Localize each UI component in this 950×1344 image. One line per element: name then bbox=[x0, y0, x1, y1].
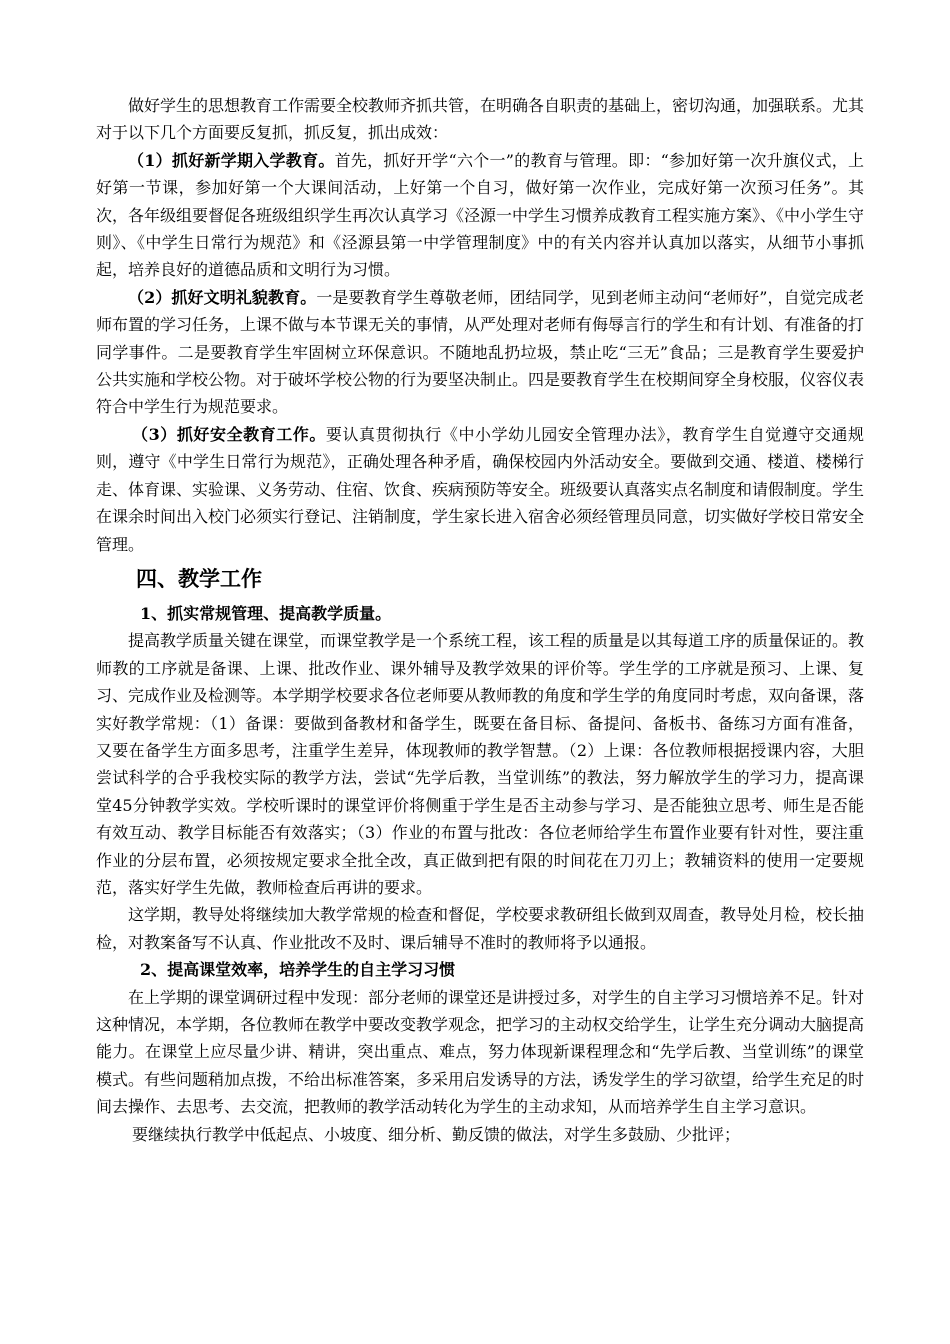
section4-paragraph-1: 提高教学质量关键在课堂，而课堂教学是一个系统工程，该工程的质量是以其每道工序的质量保证的。教师教的工序就是备课、上课、批改作业、课外辅导及教学效果的评价等。学生学的工序就是预习、上课、复习、完成作业及检测等。本学期学校要求各位老师要从教师教的角度和学生学的角度同时考虑，双向备课，落实好教学常规：（1）备课：要做到备教材和备学生，既要在备目标、备提问、备板书、备练习方面有准备，又要在备学生方面多思考，注重学生差异，体现教师的教学智慧。（2）上课：各位教师根据授课内容，大胆尝试科学的合乎我校实际的教学方法，尝试“先学后教，当堂训练”的教法，努力解放学生的学习力，提高课堂45分钟教学实效。学校听课时的课堂评价将侧重于学生是否主动参与学习、是否能独立思考、师生是否能有效互动、教学目标能否有效落实；（3）作业的布置与批改：各位老师给学生布置作业要有针对性，要注重作业的分层布置，必须按规定要求全批全改，真正做到把有限的时间花在刀刃上；教辅资料的使用一定要规范，落实好学生先做，教师检查后再讲的要求。 bbox=[96, 631, 865, 897]
item3-body: 要认真贯彻执行《中小学幼儿园安全管理办法》，教育学生自觉遵守交通规则，遵守《中学生日常行为规范》，正确处理各种矛盾，确保校园内外活动安全。要做到交通、楼道、楼梯行走、体育课、实验课、义务劳动、住宿、饮食、疾病预防等安全。班级要认真落实点名制度和请假制度。学生在课余时间出入校门必须实行登记、注销制度，学生家长进入宿舍必须经管理员同意，切实做好学校日常安全管理。 bbox=[96, 424, 865, 554]
item1-paragraph bbox=[96, 147, 864, 284]
section4-paragraph-3: 在上学期的课堂调研过程中发现：部分老师的课堂还是讲授过多，对学生的自主学习习惯培养不足。针对这种情况，本学期，各位教师在教学中要改变教学观念，把学习的主动权交给学生，让学生充分调动大脑提高能力。在课堂上应尽量少讲、精讲，突出重点、难点，努力体现新课程理念和“先学后教、当堂训练”的课堂模式。有些问题稍加点拨，不给出标准答案，多采用启发诱导的方法，诱发学生的学习欲望，给学生充足的时间去操作、去思考、去交流，把教师的教学活动转化为学生的主动求知，从而培养学生自主学习意识。 bbox=[96, 987, 865, 1117]
item2-body: 一是要教育学生尊敬老师，团结同学，见到老师主动问“老师好”，自觉完成老师布置的学习任务，上课不做与本节课无关的事情，从严处理对老师有侮辱言行的学生和有计划、有准备的打同学事件。二是要教育学生牢固树立环保意识。不随地乱扔垃圾，禁止吃“三无”食品；三是教育学生要爱护公共实施和学校公物。对于破坏学校公物的行为要坚决制止。四是要教育学生在校期间穿全身校服，仪容仪表符合中学生行为规范要求。 bbox=[96, 287, 865, 417]
section4-paragraph-2: 这学期，教导处将继续加大教学常规的检查和督促，学校要求教研组长做到双周查，教导处月检，校长抽检，对教案备写不认真、作业批改不及时、课后辅导不准时的教师将予以通报。 bbox=[96, 905, 865, 952]
document-page bbox=[96, 92, 864, 1148]
item3-paragraph bbox=[96, 421, 864, 558]
item1-title: （1）抓好新学期入学教育。 bbox=[128, 150, 335, 170]
section4-subheading-1: 1、抓实常规管理、提高教学质量。 bbox=[140, 603, 392, 623]
section4-paragraph-4: 要继续执行教学中低起点、小坡度、细分析、勤反馈的做法，对学生多鼓励、少批评； bbox=[132, 1124, 741, 1144]
section4-heading: 四、教学工作 bbox=[136, 566, 262, 591]
item3-title: （3）抓好安全教育工作。 bbox=[132, 424, 326, 444]
item1-body: 首先，抓好开学“六个一”的教育与管理。即：“参加好第一次升旗仪式，上好第一节课，参加好第一个大课间活动，上好第一个自习，做好第一次作业，完成好第一次预习任务”。其次，各年级组要督促各班级组织学生再次认真学习《泾源一中学生习惯养成教育工程实施方案》、《中小学生守则》、《中学生日常行为规范》和《泾源县第一中学管理制度》中的有关内容并认真加以落实，从细节小事抓起，培养良好的道德品质和文明行为习惯。 bbox=[96, 150, 865, 280]
item2-title: （2）抓好文明礼貌教育。 bbox=[128, 287, 317, 307]
item2-paragraph bbox=[96, 284, 864, 421]
section4-subheading-2: 2、提高课堂效率，培养学生的自主学习习惯 bbox=[140, 960, 456, 980]
intro-paragraph: 做好学生的思想教育工作需要全校教师齐抓共管，在明确各自职责的基础上，密切沟通，加强联系。尤其对于以下几个方面要反复抓，抓反复，抓出成效： bbox=[96, 96, 865, 143]
